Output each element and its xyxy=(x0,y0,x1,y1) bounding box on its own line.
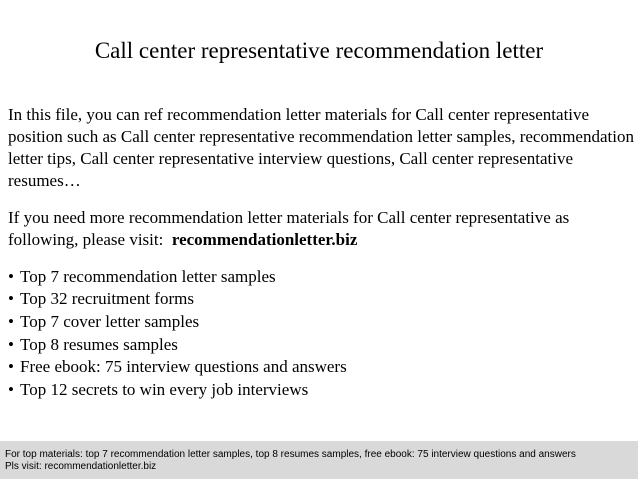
list-item xyxy=(8,334,634,356)
footer-line-materials: For top materials: top 7 recommendation letter samples, top 8 resumes samples, free ebook: 75 interview questions and answers xyxy=(5,449,576,460)
bullet-icon: • xyxy=(8,289,14,308)
materials-list xyxy=(8,266,634,401)
list-item-text: Top 7 cover letter samples xyxy=(20,312,200,331)
list-item xyxy=(8,266,634,288)
more-info-paragraph xyxy=(8,207,634,251)
bullet-icon: • xyxy=(8,267,14,286)
more-info-text: If you need more recommendation letter materials for Call center representative as following, please visit: xyxy=(8,208,570,249)
recommendation-link[interactable]: recommendationletter.biz xyxy=(171,230,358,249)
bullet-icon: • xyxy=(8,312,14,331)
list-item-text: Top 8 resumes samples xyxy=(20,335,178,354)
list-item-text: Top 12 secrets to win every job interviews xyxy=(20,380,309,399)
bullet-icon: • xyxy=(8,380,14,399)
list-item xyxy=(8,356,634,378)
footer-bar xyxy=(0,441,638,479)
list-item xyxy=(8,311,634,333)
list-item-text: Top 7 recommendation letter samples xyxy=(20,267,276,286)
bullet-icon: • xyxy=(8,335,14,354)
list-item-text: Free ebook: 75 interview questions and answers xyxy=(20,357,347,376)
list-item xyxy=(8,379,634,401)
bullet-icon: • xyxy=(8,357,14,376)
footer-line-visit[interactable]: Pls visit: recommendationletter.biz xyxy=(5,461,157,472)
intro-paragraph: In this file, you can ref recommendation letter materials for Call center representative position such as Call center representative recommendation letter samples, recommendation letter tips, Call center representative interview questions, Call center representative resumes… xyxy=(8,105,634,190)
list-item-text: Top 32 recruitment forms xyxy=(20,289,194,308)
page-title: Call center representative recommendation letter xyxy=(94,38,544,63)
list-item xyxy=(8,288,634,310)
